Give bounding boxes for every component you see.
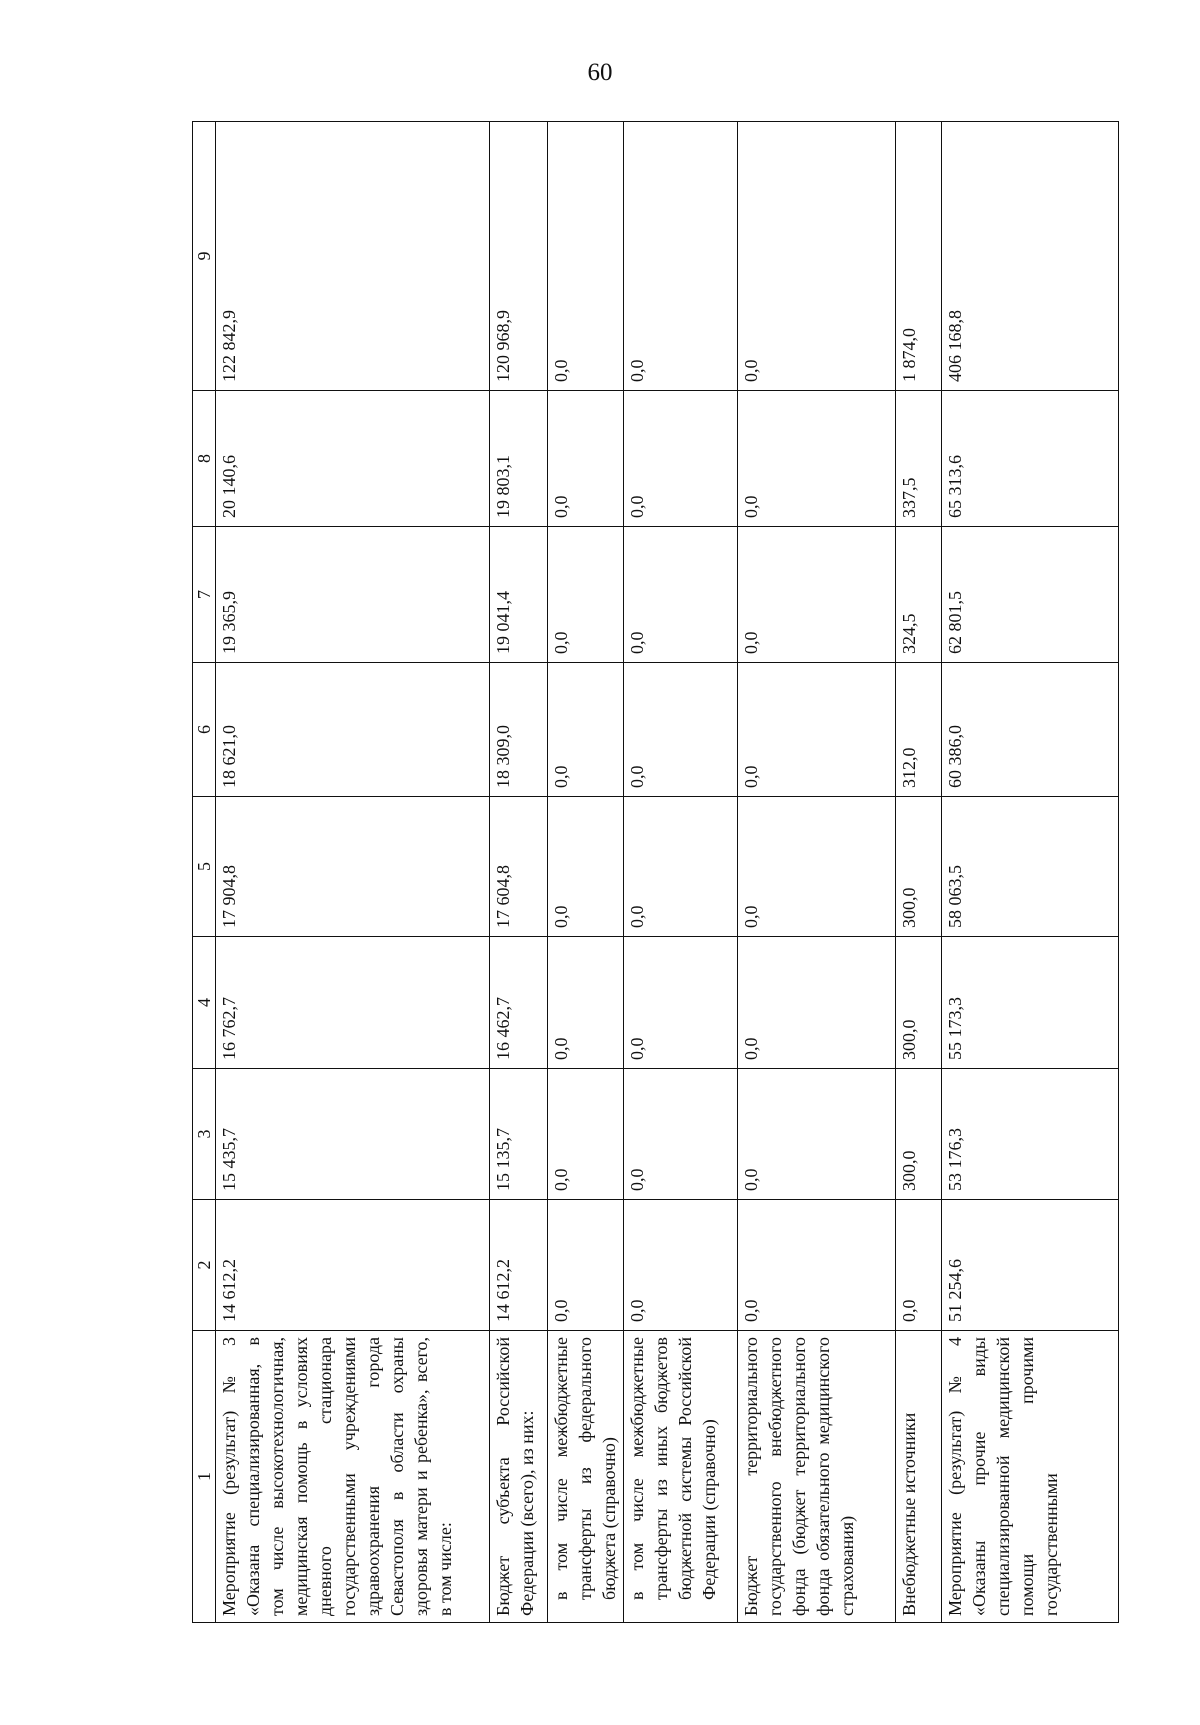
- table-cell: 0,0: [737, 1069, 896, 1200]
- header-row: [193, 122, 216, 1623]
- column-header: 9: [193, 122, 216, 391]
- column-header: 2: [193, 1200, 216, 1331]
- table-cell: 1 874,0: [896, 122, 942, 391]
- table-cell: 19 365,9: [216, 527, 490, 663]
- column-header: 4: [193, 937, 216, 1069]
- row-label: в том числе межбюджетные трансферты из иных бюджетов бюджетной системы Российской Федерации (справочно): [624, 1331, 737, 1623]
- table-cell: 0,0: [548, 122, 624, 391]
- funding-table: [192, 121, 1119, 1623]
- table-cell: 0,0: [548, 663, 624, 797]
- table-cell: 0,0: [624, 527, 737, 663]
- table-cell: 0,0: [624, 122, 737, 391]
- table-cell: 0,0: [737, 797, 896, 937]
- table-cell: 300,0: [896, 1069, 942, 1200]
- table-row: [624, 122, 737, 1623]
- row-label: Мероприятие (результат) № 4 «Оказаны прочие виды специализированной медицинской помощи прочими государственными: [942, 1331, 1119, 1623]
- table-cell: 0,0: [548, 1069, 624, 1200]
- table-cell: 0,0: [896, 1200, 942, 1331]
- table-cell: 18 309,0: [489, 663, 547, 797]
- table-cell: 0,0: [737, 391, 896, 527]
- column-header: 6: [193, 663, 216, 797]
- page-number: 60: [587, 59, 613, 86]
- table-cell: 0,0: [548, 391, 624, 527]
- table-cell: 406 168,8: [942, 122, 1119, 391]
- table-cell: 62 801,5: [942, 527, 1119, 663]
- table-cell: 0,0: [548, 937, 624, 1069]
- table-cell: 337,5: [896, 391, 942, 527]
- table-cell: 60 386,0: [942, 663, 1119, 797]
- table-cell: 0,0: [624, 663, 737, 797]
- table-cell: 53 176,3: [942, 1069, 1119, 1200]
- row-label: Бюджет территориального государственного внебюджетного фонда (бюджет территориального фонда обязательного медицинского страхования): [737, 1331, 896, 1623]
- table-cell: 0,0: [548, 797, 624, 937]
- table-cell: 19 803,1: [489, 391, 547, 527]
- table-cell: 15 435,7: [216, 1069, 490, 1200]
- column-header: 1: [193, 1331, 216, 1623]
- table-cell: 0,0: [624, 1200, 737, 1331]
- table-cell: 300,0: [896, 937, 942, 1069]
- table-cell: 120 968,9: [489, 122, 547, 391]
- column-header: 7: [193, 527, 216, 663]
- table-cell: 0,0: [737, 663, 896, 797]
- table-cell: 51 254,6: [942, 1200, 1119, 1331]
- table-cell: 0,0: [624, 391, 737, 527]
- table-cell: 0,0: [737, 937, 896, 1069]
- table-cell: 0,0: [737, 1200, 896, 1331]
- table-cell: 0,0: [624, 797, 737, 937]
- column-header: 5: [193, 797, 216, 937]
- table-cell: 17 604,8: [489, 797, 547, 937]
- table-cell: 300,0: [896, 797, 942, 937]
- table-row: [737, 122, 896, 1623]
- table-cell: 16 462,7: [489, 937, 547, 1069]
- table-cell: 0,0: [737, 527, 896, 663]
- row-label: в том числе межбюджетные трансферты из федерального бюджета (справочно): [548, 1331, 624, 1623]
- table-cell: 0,0: [548, 527, 624, 663]
- row-label: Мероприятие (результат) № 3 «Оказана специализированная, в том числе высокотехнологичная, медицинская помощь в условиях дневного стационара государственными учреждениями здравоохранения города Севастополя в области охраны здоровья матери и ребенка», всего, в том числе:: [216, 1331, 490, 1623]
- table-cell: 14 612,2: [216, 1200, 490, 1331]
- table-cell: 58 063,5: [942, 797, 1119, 937]
- row-label: Бюджет субъекта Российской Федерации (всего), из них:: [489, 1331, 547, 1623]
- table-row: [489, 122, 547, 1623]
- column-header: 8: [193, 391, 216, 527]
- table-cell: 312,0: [896, 663, 942, 797]
- table-cell: 0,0: [737, 122, 896, 391]
- table-row: [896, 122, 942, 1623]
- table-cell: 20 140,6: [216, 391, 490, 527]
- table-cell: 14 612,2: [489, 1200, 547, 1331]
- table-cell: 17 904,8: [216, 797, 490, 937]
- table-cell: 0,0: [624, 1069, 737, 1200]
- row-label: Внебюджетные источники: [896, 1331, 942, 1623]
- table-row: [942, 122, 1119, 1623]
- table-row: [548, 122, 624, 1623]
- table-cell: 324,5: [896, 527, 942, 663]
- table-cell: 122 842,9: [216, 122, 490, 391]
- table-cell: 65 313,6: [942, 391, 1119, 527]
- table-row: [216, 122, 490, 1623]
- table-cell: 55 173,3: [942, 937, 1119, 1069]
- rotated-table-wrapper: [192, 122, 1119, 1623]
- table-cell: 0,0: [624, 937, 737, 1069]
- table-cell: 19 041,4: [489, 527, 547, 663]
- table-holder: [192, 122, 1119, 1623]
- column-header: 3: [193, 1069, 216, 1200]
- table-cell: 18 621,0: [216, 663, 490, 797]
- table-cell: 16 762,7: [216, 937, 490, 1069]
- table-cell: 15 135,7: [489, 1069, 547, 1200]
- table-cell: 0,0: [548, 1200, 624, 1331]
